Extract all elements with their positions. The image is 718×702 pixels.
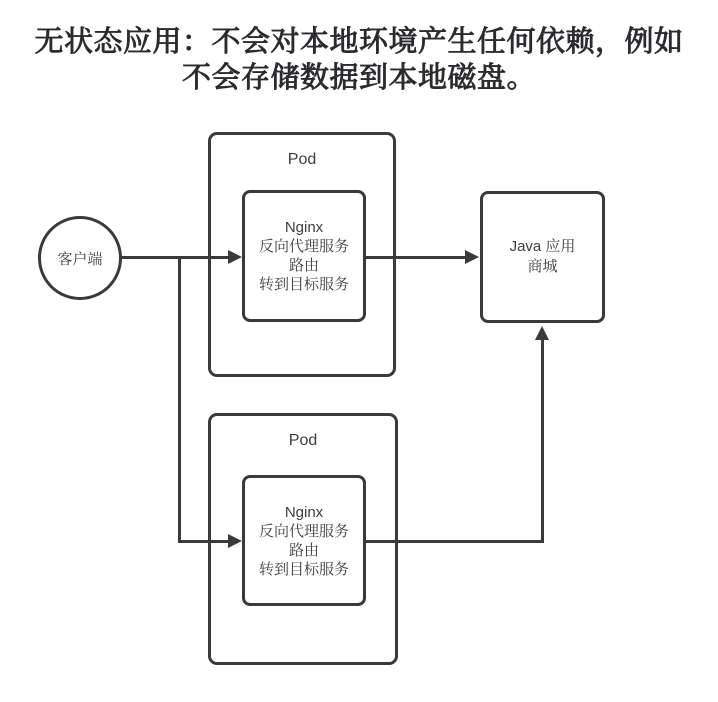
edge-client-to-bottom-nginx-arrowhead-icon (228, 534, 242, 548)
java-app-label-line-2: 商城 (527, 258, 558, 275)
edge-bottom-nginx-to-java-arrowhead-icon (535, 326, 549, 340)
diagram-title-line-1: 无状态应用：不会对本地环境产生任何依赖，例如 (34, 26, 684, 58)
java-app-label-line-1: Java 应用 (509, 238, 576, 255)
pod-top-nginx-line-2: 反向代理服务 (258, 238, 349, 255)
pod-bottom-nginx-node (242, 475, 366, 606)
edge-bottom-nginx-to-java-horizontal-line (365, 540, 544, 543)
pod-bottom-label: Pod (288, 432, 318, 449)
edge-client-to-top-nginx-line (120, 256, 230, 259)
pod-top-label: Pod (287, 151, 317, 168)
edge-top-nginx-to-java-arrowhead-icon (465, 250, 479, 264)
pod-bottom-nginx-line-2: 反向代理服务 (258, 522, 349, 540)
pod-bottom-nginx-line-4: 转到目标服务 (258, 560, 349, 578)
edge-client-to-bottom-nginx-line (178, 540, 230, 543)
edge-top-nginx-to-java-line (365, 256, 466, 259)
edge-client-to-top-nginx-arrowhead-icon (228, 250, 242, 264)
pod-top-nginx-line-4: 转到目标服务 (258, 276, 349, 293)
pod-bottom-nginx-line-3: 路由 (288, 541, 319, 559)
diagram-title (0, 24, 718, 96)
java-app-node (480, 191, 605, 323)
pod-top-nginx-node (242, 190, 366, 322)
pod-bottom-nginx-line-1: Nginx (284, 503, 324, 521)
client-node-label: 客户端 (57, 250, 103, 268)
diagram-title-line-2: 不会存储数据到本地磁盘。 (181, 62, 536, 94)
pod-top-nginx-line-1: Nginx (284, 219, 324, 236)
edge-client-branch-vertical-line (178, 256, 181, 543)
pod-top-nginx-line-3: 路由 (288, 257, 319, 274)
client-node (38, 216, 122, 300)
edge-bottom-nginx-to-java-vertical-line (541, 339, 544, 543)
